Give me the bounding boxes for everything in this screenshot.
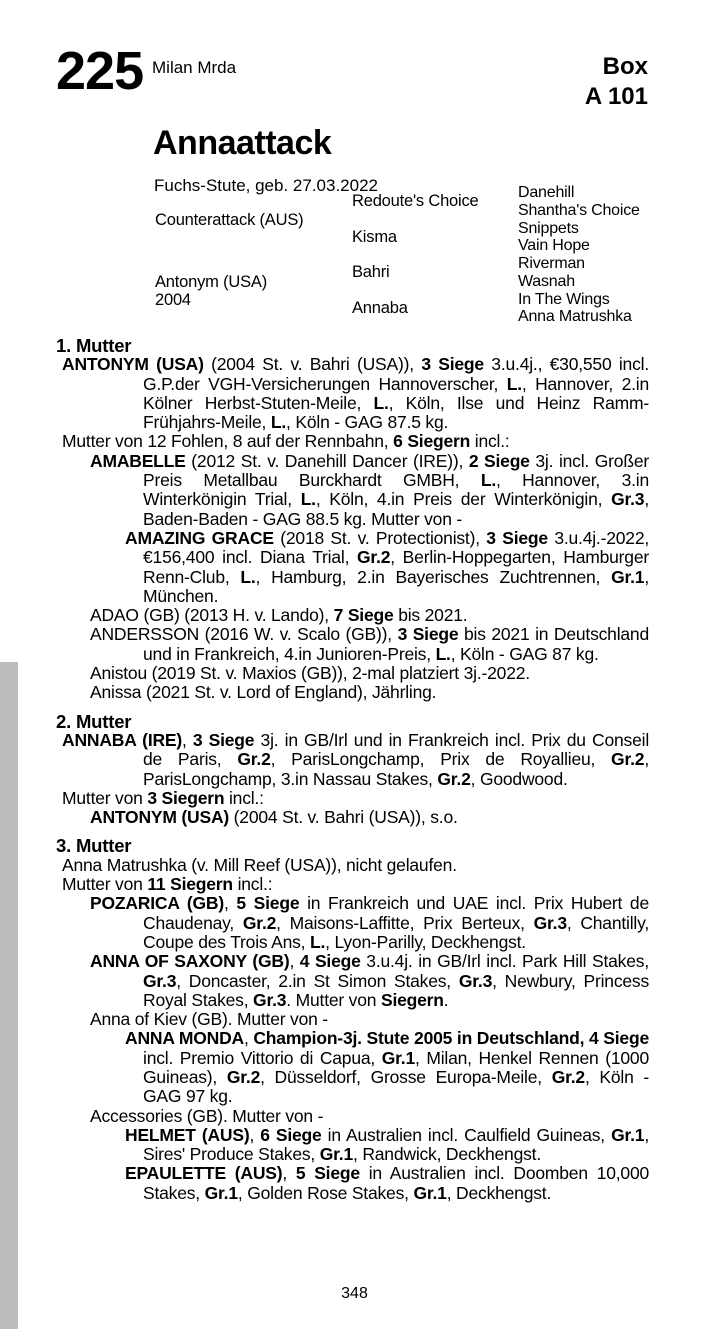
body-text: Accessories (GB). Mutter von - xyxy=(90,1105,324,1126)
emphasized-text: L. xyxy=(435,643,451,664)
body-text: , xyxy=(243,1028,254,1049)
body-text: , Maisons-Laffitte, Prix Berteux, xyxy=(276,912,534,933)
pedigree-paragraph xyxy=(56,432,649,451)
body-text: Mutter von 12 Fohlen, 8 auf der Rennbahn, xyxy=(62,431,394,452)
emphasized-text: Gr.2 xyxy=(226,1066,261,1087)
emphasized-text: 5 Siege xyxy=(236,893,300,914)
pedigree-generation-3 xyxy=(518,184,655,326)
ancestor-name: Antonym (USA) xyxy=(155,272,268,291)
body-text: , Chantilly, Coupe des Trois Ans, xyxy=(143,912,649,952)
page-number: 348 xyxy=(341,1285,368,1302)
emphasized-text: Gr.1 xyxy=(413,1182,447,1203)
pedigree-paragraph xyxy=(56,1126,649,1165)
body-text: 3j. incl. Großer Preis Metallbau Burckhardt GMBH, xyxy=(143,450,649,491)
emphasized-text: ANNABA (IRE) xyxy=(62,729,183,750)
pedigree-paragraph xyxy=(56,625,649,664)
emphasized-text: 3 Siegern xyxy=(147,787,225,808)
pedigree-ancestor: Kisma xyxy=(352,227,397,246)
mutter-section xyxy=(56,712,649,828)
horse-description: Fuchs-Stute, geb. 27.03.2022 xyxy=(154,176,378,195)
pedigree-ancestor: Anna Matrushka xyxy=(518,308,632,326)
box-label: Box xyxy=(602,53,648,80)
body-text: , München. xyxy=(143,566,649,606)
pedigree-paragraph xyxy=(56,1029,649,1106)
body-text: , Köln, 4.in Preis der Winterkönigin, xyxy=(315,489,612,510)
emphasized-text: Gr.3 xyxy=(611,489,645,510)
box-assignment xyxy=(585,52,648,112)
emphasized-text: ANTONYM (USA) xyxy=(62,354,204,375)
emphasized-text: Gr.3 xyxy=(253,989,287,1010)
pedigree-generation-1 xyxy=(155,184,352,326)
page-edge-tab xyxy=(0,662,18,1329)
body-text: in Australien incl. Caulfield Guineas, xyxy=(321,1124,612,1145)
emphasized-text: Gr.1 xyxy=(381,1047,415,1068)
body-text: incl.: xyxy=(224,787,264,808)
emphasized-text: Gr.2 xyxy=(242,912,277,933)
consignor-name: Milan Mrda xyxy=(152,58,237,77)
emphasized-text: L. xyxy=(310,931,326,952)
pedigree-paragraph xyxy=(56,529,649,606)
pedigree-ancestor: Redoute's Choice xyxy=(352,192,479,211)
body-text: (2018 St. v. Protectionist), xyxy=(273,527,487,548)
emphasized-text: Siegern xyxy=(380,989,444,1010)
body-text: , Köln - GAG 97 kg. xyxy=(143,1066,649,1107)
mutter-section xyxy=(56,836,649,1203)
emphasized-text: 4 Siege xyxy=(299,951,361,972)
body-text: Mutter von xyxy=(62,787,148,808)
emphasized-text: Gr.3 xyxy=(458,970,493,991)
body-text: bis 2021 in Deutschland und in Frankreich, 4.in Junioren-Preis, xyxy=(143,624,650,664)
body-text: , ParisLongchamp, Prix de Royallieu, xyxy=(270,749,612,770)
section-heading: 3. Mutter xyxy=(56,835,132,857)
ancestor-name: Counterattack (AUS) xyxy=(155,210,304,229)
emphasized-text: 2 Siege xyxy=(468,450,530,471)
pedigree-ancestor: Vain Hope xyxy=(518,237,590,255)
body-text: ADAO (GB) (2013 H. v. Lando), xyxy=(90,605,334,626)
section-heading: 2. Mutter xyxy=(56,710,132,732)
pedigree-ancestor: Riverman xyxy=(518,255,585,272)
body-text: 3.u.4j.-2022, €156,400 incl. Diana Trial, xyxy=(143,527,650,568)
pedigree-paragraph xyxy=(56,789,649,808)
pedigree-paragraph xyxy=(56,894,649,952)
lot-number: 225 xyxy=(56,41,144,101)
body-text: , Düsseldorf, Grosse Europa-Meile, xyxy=(260,1066,552,1087)
pedigree-paragraph xyxy=(56,1010,649,1029)
box-id: A 101 xyxy=(584,83,648,110)
pedigree-paragraph xyxy=(56,875,649,894)
body-text: , Köln - GAG 87.5 kg. xyxy=(286,412,449,433)
emphasized-text: ANTONYM (USA) xyxy=(90,807,230,828)
body-text: , Sires' Produce Stakes, xyxy=(143,1124,650,1165)
emphasized-text: 3 Siege xyxy=(192,729,255,750)
emphasized-text: Gr.2 xyxy=(437,768,471,789)
emphasized-text: Gr.2 xyxy=(237,749,271,770)
body-text: 3.u.4j., €30,550 incl. G.P.der VGH-Versicherungen Hannoverscher, xyxy=(143,354,649,394)
body-text: (2004 St. v. Bahri (USA)), s.o. xyxy=(229,807,458,828)
pedigree-ancestor: In The Wings xyxy=(518,290,610,308)
pedigree-paragraph xyxy=(56,856,649,875)
emphasized-text: Gr.2 xyxy=(551,1066,585,1087)
body-text: , Berlin-Hoppegarten, Hamburger Renn-Club, xyxy=(143,547,649,587)
emphasized-text: Gr.2 xyxy=(611,749,645,770)
emphasized-text: Gr.3 xyxy=(533,912,567,933)
body-text: , Köln, Ilse und Heinz Ramm-Frühjahrs-Meile, xyxy=(143,392,649,433)
pedigree-paragraph xyxy=(56,808,649,827)
emphasized-text: POZARICA (GB) xyxy=(90,893,224,914)
pedigree-ancestor: Wasnah xyxy=(518,272,575,290)
emphasized-text: HELMET (AUS) xyxy=(125,1124,250,1145)
body-text: in Frankreich und UAE incl. Prix Hubert de Chaudenay, xyxy=(143,893,649,933)
emphasized-text: 3 Siege xyxy=(397,624,459,645)
body-text: bis 2021. xyxy=(393,605,468,626)
body-text: , Baden-Baden - GAG 88.5 kg. Mutter von - xyxy=(143,489,649,529)
body-text: . xyxy=(443,989,449,1010)
body-text: , xyxy=(182,729,193,750)
body-text: Anna Matrushka (v. Mill Reef (USA)), nicht gelaufen. xyxy=(62,854,457,875)
horse-name: Annaattack xyxy=(153,124,332,162)
emphasized-text: AMABELLE xyxy=(90,450,186,471)
emphasized-text: L. xyxy=(240,566,256,587)
body-text: , Milan, Henkel Rennen (1000 Guineas), xyxy=(143,1047,649,1087)
body-text: , Lyon-Parilly, Deckhengst. xyxy=(325,931,526,952)
body-text: (2004 St. v. Bahri (USA)), xyxy=(203,354,422,375)
emphasized-text: L. xyxy=(300,489,316,510)
body-text: , Köln - GAG 87 kg. xyxy=(450,643,599,664)
emphasized-text: Gr.1 xyxy=(204,1182,238,1203)
emphasized-text: EPAULETTE (AUS) xyxy=(125,1163,283,1184)
body-text: ANDERSSON (2016 W. v. Scalo (GB)), xyxy=(90,624,398,645)
emphasized-text: 6 Siegern xyxy=(393,431,471,452)
body-text: , Randwick, Deckhengst. xyxy=(353,1144,542,1165)
emphasized-text: AMAZING GRACE xyxy=(125,527,274,548)
pedigree-paragraph xyxy=(56,664,649,683)
emphasized-text: 3 Siege xyxy=(421,354,484,375)
body-text: incl.: xyxy=(232,874,273,895)
body-text: (2012 St. v. Danehill Dancer (IRE)), xyxy=(185,450,469,471)
emphasized-text: 7 Siege xyxy=(333,605,394,626)
pedigree-ancestor: Danehill xyxy=(518,184,575,201)
emphasized-text: 11 Siegern xyxy=(147,874,233,895)
pedigree-ancestor: Annaba xyxy=(352,298,408,317)
body-text: in Australien incl. Doomben 10,000 Stakes, xyxy=(143,1163,650,1203)
pedigree-paragraph xyxy=(56,1107,649,1126)
body-text: incl.: xyxy=(470,431,510,452)
emphasized-text: 5 Siege xyxy=(295,1163,360,1184)
body-text: , Hannover, 2.in Kölner Herbst-Stuten-Meile, xyxy=(143,373,649,413)
body-text: , Newbury, Princess Royal Stakes, xyxy=(143,970,650,1010)
pedigree-paragraph xyxy=(56,952,649,1010)
emphasized-text: L. xyxy=(506,373,522,394)
emphasized-text: Gr.1 xyxy=(319,1144,354,1165)
pedigree-generation-2 xyxy=(352,184,518,326)
pedigree-table xyxy=(155,184,655,326)
body-text: , Deckhengst. xyxy=(446,1182,552,1203)
body-text: Mutter von xyxy=(62,874,148,895)
emphasized-text: L. xyxy=(480,470,496,491)
pedigree-ancestor: Snippets xyxy=(518,219,579,237)
body-text: Anistou (2019 St. v. Maxios (GB)), 2-mal platziert 3j.-2022. xyxy=(90,663,530,684)
emphasized-text: L. xyxy=(373,392,389,413)
pedigree-ancestor: Shantha's Choice xyxy=(518,201,640,219)
body-text: 3j. in GB/Irl und in Frankreich incl. Prix du Conseil de Paris, xyxy=(143,729,650,770)
body-text: , xyxy=(282,1163,296,1184)
body-text: , Hamburg, 2.in Bayerisches Zuchtrennen, xyxy=(255,566,612,587)
mutter-section xyxy=(56,336,649,703)
pedigree-paragraph xyxy=(56,731,649,789)
pedigree-paragraph xyxy=(56,355,649,432)
dam-line-text xyxy=(56,336,649,1203)
body-text: , xyxy=(289,951,300,972)
emphasized-text: 6 Siege xyxy=(260,1124,322,1145)
section-heading: 1. Mutter xyxy=(56,335,132,356)
ancestor-year: 2004 xyxy=(155,290,191,309)
pedigree-ancestor xyxy=(155,255,352,326)
body-text: , xyxy=(249,1124,261,1145)
emphasized-text: ANNA MONDA xyxy=(125,1028,244,1049)
body-text: , Hannover, 3.in Winterkönigin Trial, xyxy=(143,470,649,510)
emphasized-text: Gr.1 xyxy=(611,566,645,587)
body-text: Anissa (2021 St. v. Lord of England), Jährling. xyxy=(90,682,437,703)
body-text: Anna of Kiev (GB). Mutter von - xyxy=(90,1009,328,1030)
pedigree-paragraph xyxy=(56,606,649,625)
pedigree-ancestor xyxy=(155,184,352,255)
body-text: , xyxy=(223,893,237,914)
body-text: . Mutter von xyxy=(286,989,381,1010)
pedigree-paragraph xyxy=(56,1164,649,1203)
emphasized-text: ANNA OF SAXONY (GB) xyxy=(90,951,290,972)
emphasized-text: L. xyxy=(270,412,287,433)
emphasized-text: Gr.1 xyxy=(611,1124,645,1145)
emphasized-text: 3 Siege xyxy=(486,527,548,548)
body-text: , Doncaster, 2.in St Simon Stakes, xyxy=(176,970,459,991)
emphasized-text: Gr.2 xyxy=(357,547,391,568)
body-text: , Golden Rose Stakes, xyxy=(237,1182,414,1203)
pedigree-ancestor: Bahri xyxy=(352,263,390,282)
emphasized-text: Gr.3 xyxy=(143,970,177,991)
body-text: 3.u.4j. in GB/Irl incl. Park Hill Stakes, xyxy=(360,951,649,972)
pedigree-paragraph xyxy=(56,683,649,702)
emphasized-text: Champion-3j. Stute 2005 in Deutschland, 4 Siege xyxy=(253,1028,649,1049)
body-text: , Goodwood. xyxy=(470,768,568,789)
body-text: , ParisLongchamp, 3.in Nassau Stakes, xyxy=(143,749,649,789)
pedigree-paragraph xyxy=(56,452,649,529)
body-text: incl. Premio Vittorio di Capua, xyxy=(143,1047,382,1068)
